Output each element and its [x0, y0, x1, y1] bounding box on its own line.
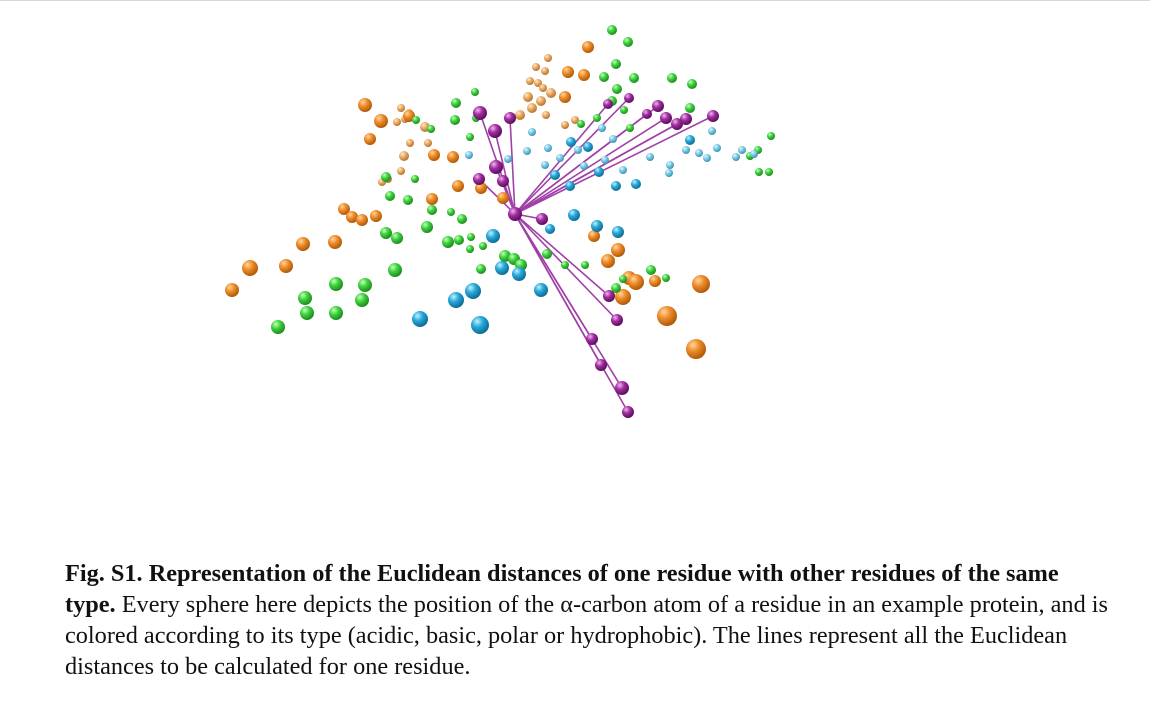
- basic-spheres: [412, 135, 695, 334]
- figure-caption: [65, 558, 1115, 682]
- basic-spheres-far: [465, 124, 758, 177]
- caption-label: Fig. S1. Representation of the Euclidean distances of one residue with other residues of the same type.: [65, 560, 1059, 618]
- acidic-spheres: [225, 41, 710, 359]
- caption-text: Every sphere here depicts the position of the α-carbon atom of a residue in an example protein, and is colored according to its type (acidic, basic, polar or hydrophobic). The lines represent all the Euclidean distances to be calculated for one residue.: [65, 591, 1109, 680]
